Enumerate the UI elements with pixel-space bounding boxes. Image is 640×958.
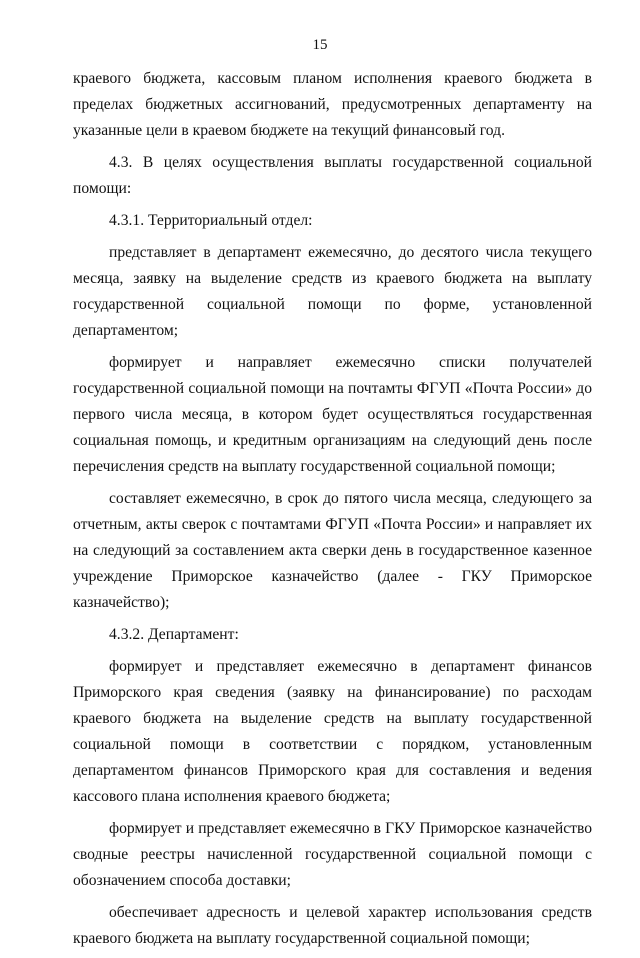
document-body [73, 66, 592, 958]
paragraph-item: обеспечивает адресность и целевой характер использования средств краевого бюджета на выплату государственной социальной помощи; [73, 904, 592, 947]
paragraph-item: составляет ежемесячно, в срок до пятого числа месяца, следующего за отчетным, акты сверок с почтамтами ФГУП «Почта России» и направляет их на следующий за составлением акта сверки день в государственное казенное учреждение Приморское казначейство (далее - ГКУ Приморское казначейство); [73, 490, 592, 611]
paragraph-continuation: краевого бюджета, кассовым планом исполнения краевого бюджета в пределах бюджетных ассигнований, предусмотренных департаменту на указанные цели в краевом бюджете на текущий финансовый год. [73, 70, 592, 139]
page-number: 15 [312, 37, 328, 53]
paragraph-item: представляет в департамент ежемесячно, до десятого числа текущего месяца, заявку на выделение средств из краевого бюджета на выплату государственной социальной помощи по форме, установленной департаментом; [73, 244, 592, 339]
paragraph-item: формирует и направляет ежемесячно списки получателей государственной социальной помощи на почтамты ФГУП «Почта России» до первого числа месяца, в котором будет осуществляться государственная социальная помощь, и кредитным организациям на следующий день после перечисления средств на выплату государственной социальной помощи; [73, 354, 592, 475]
paragraph-item: формирует и представляет ежемесячно в ГКУ Приморское казначейство сводные реестры начисленной государственной социальной помощи с обозначением способа доставки; [73, 820, 592, 889]
paragraph-section-4-3-1: 4.3.1. Территориальный отдел: [109, 212, 313, 229]
paragraph-section-4-3: 4.3. В целях осуществления выплаты государственной социальной помощи: [73, 154, 592, 197]
paragraph-item: формирует и представляет ежемесячно в департамент финансов Приморского края сведения (заявку на финансирование) по расходам краевого бюджета на выделение средств на выплату государственной социальной помощи в соответствии с порядком, установленным департаментом финансов Приморского края для составления и ведения кассового плана исполнения краевого бюджета; [73, 658, 592, 805]
paragraph-section-4-3-2: 4.3.2. Департамент: [109, 626, 239, 643]
